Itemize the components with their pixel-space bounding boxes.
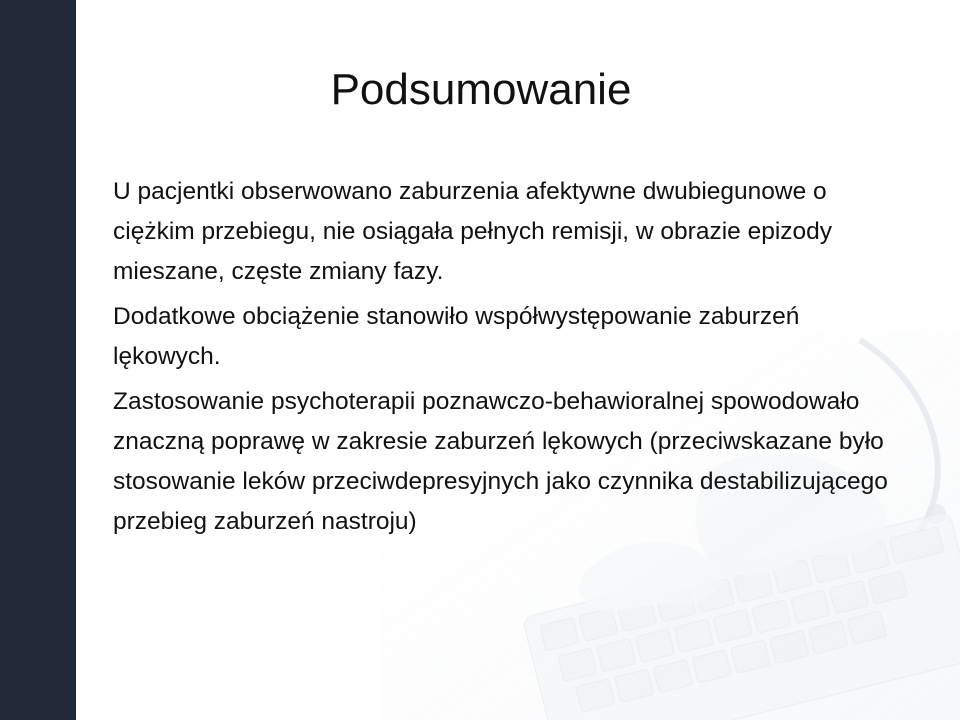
- paragraph-comorbidity: Dodatkowe obciążenie stanowiło współwystępowanie zaburzeń lękowych.: [113, 303, 800, 370]
- paragraph-therapy: Zastosowanie psychoterapii poznawczo-behawioralnej spowodowało znaczną poprawę w zakresie zaburzeń lękowych (przeciwskazane było stosowanie leków przeciwdepresyjnych jako czynnika destabilizującego przebieg zaburzeń nastroju): [113, 388, 888, 535]
- slide-title: Podsumowanie: [330, 65, 632, 114]
- slide-sidebar: [0, 0, 76, 720]
- slide-body: [113, 172, 913, 547]
- paragraph-diagnosis: U pacjentki obserwowano zaburzenia afektywne dwubiegunowe o ciężkim przebiegu, nie osiągała pełnych remisji, w obrazie epizody mieszane, częste zmiany fazy.: [113, 178, 833, 285]
